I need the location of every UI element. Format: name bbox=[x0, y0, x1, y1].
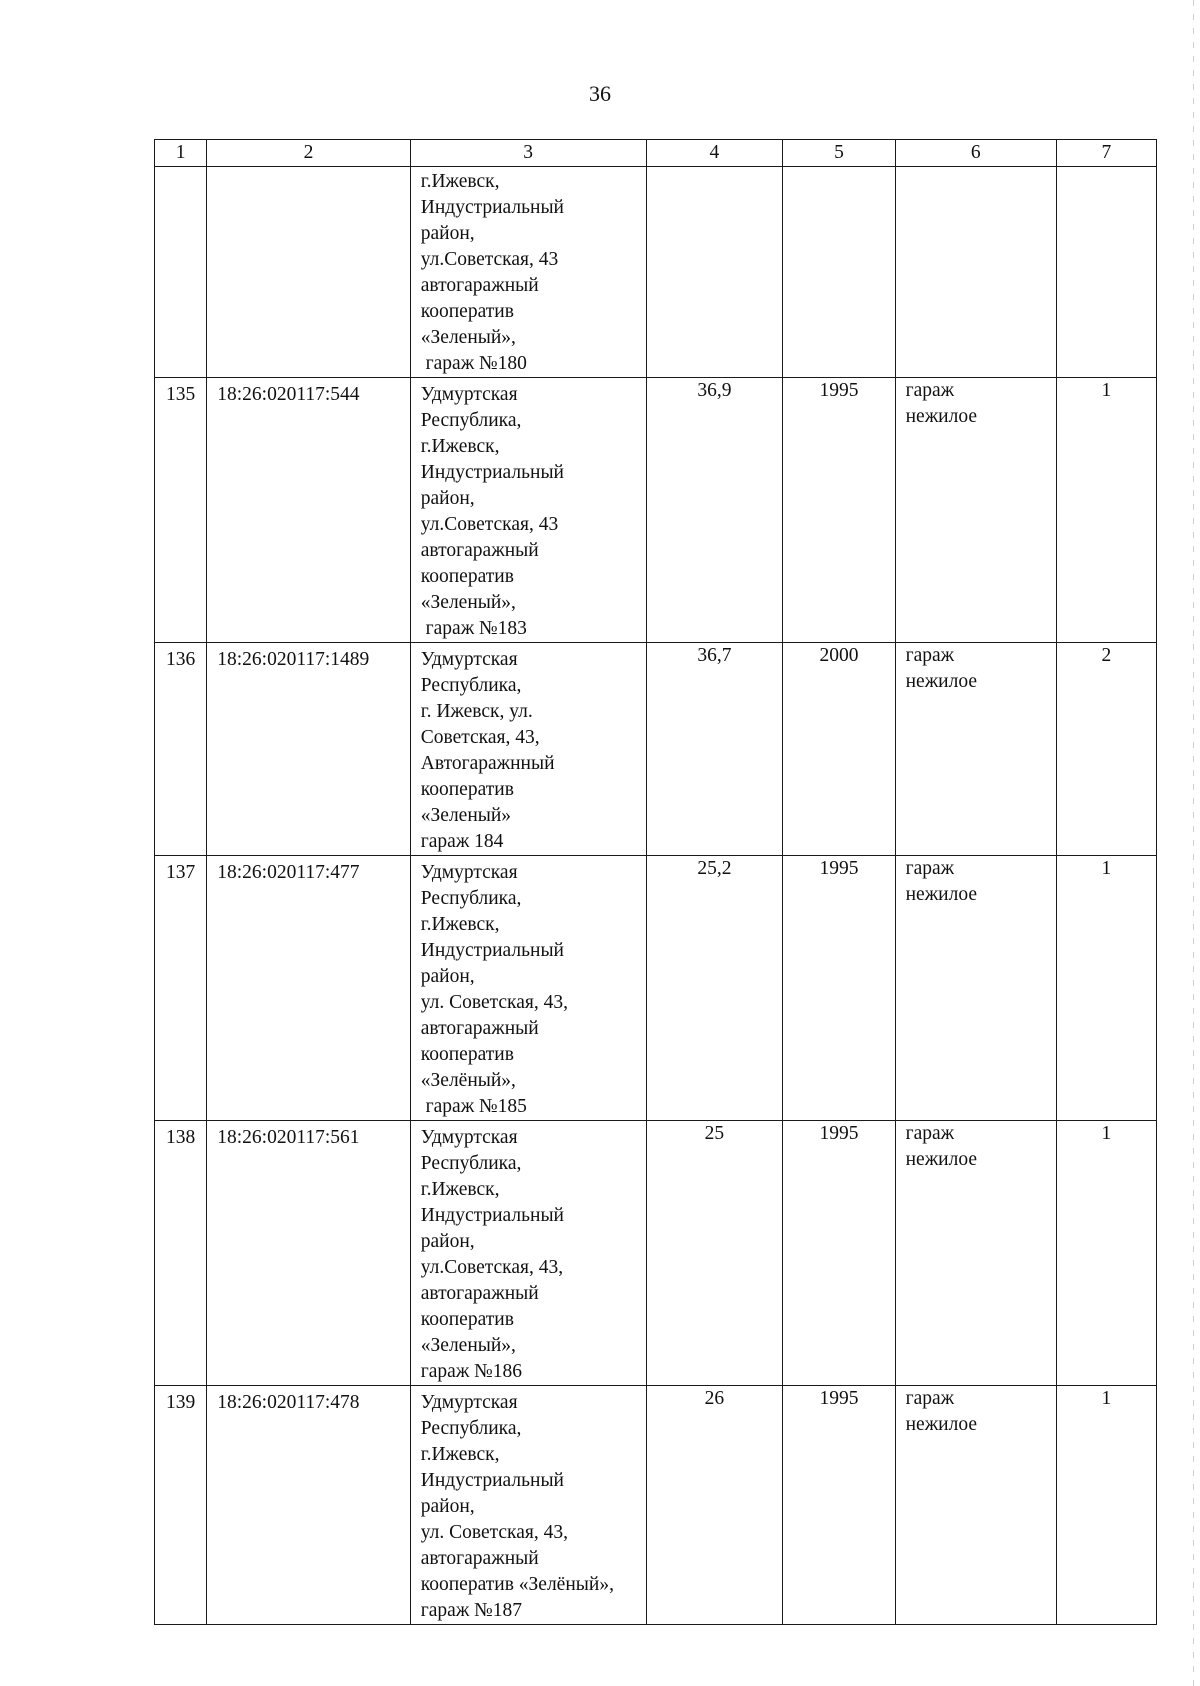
address-line: гараж №186 bbox=[420, 1361, 523, 1382]
cell-type bbox=[895, 643, 1056, 856]
address-line: Индустриальный bbox=[420, 462, 564, 483]
cell-cadastral: 18:26:020117:1489 bbox=[207, 643, 411, 856]
cell-count: 1 bbox=[1056, 856, 1156, 1121]
address-line: Удмуртская bbox=[420, 384, 518, 405]
table-row bbox=[155, 643, 1157, 856]
cell-area bbox=[646, 167, 783, 378]
cell-cadastral: 18:26:020117:478 bbox=[207, 1386, 411, 1625]
cell-cadastral bbox=[207, 167, 411, 378]
table-row bbox=[155, 1121, 1157, 1386]
address-line: г.Ижевск, bbox=[420, 436, 500, 457]
cell-year: 1995 bbox=[783, 378, 895, 643]
header-col-2: 2 bbox=[207, 140, 411, 167]
cell-area: 25 bbox=[646, 1121, 783, 1386]
cell-address bbox=[410, 856, 646, 1121]
address-line: «Зеленый», bbox=[420, 1335, 516, 1356]
address-line: гараж №185 bbox=[420, 1096, 527, 1117]
cell-address bbox=[410, 643, 646, 856]
address-line: Удмуртская bbox=[420, 649, 518, 670]
cell-count: 2 bbox=[1056, 643, 1156, 856]
header-col-6: 6 bbox=[895, 140, 1056, 167]
address-line: автогаражный bbox=[420, 1018, 539, 1039]
address-line: Автогаражнный bbox=[420, 753, 555, 774]
table-row bbox=[155, 856, 1157, 1121]
address-line: «Зеленый», bbox=[420, 327, 516, 348]
table-row-continuation bbox=[155, 167, 1157, 378]
address-line: ул.Советская, 43 bbox=[420, 514, 559, 535]
address-line: автогаражный bbox=[420, 1548, 539, 1569]
cell-year: 2000 bbox=[783, 643, 895, 856]
cell-count: 1 bbox=[1056, 1386, 1156, 1625]
address-line: Удмуртская bbox=[420, 1127, 518, 1148]
header-col-4: 4 bbox=[646, 140, 783, 167]
address-line: автогаражный bbox=[420, 275, 539, 296]
header-col-1: 1 bbox=[155, 140, 207, 167]
header-col-3: 3 bbox=[410, 140, 646, 167]
address-line: «Зелёный», bbox=[420, 1070, 516, 1091]
type-line: нежилое bbox=[905, 406, 977, 427]
table-row bbox=[155, 378, 1157, 643]
address-line: кооператив «Зелёный», bbox=[420, 1574, 614, 1595]
address-line: кооператив bbox=[420, 566, 514, 587]
type-line: гараж bbox=[905, 380, 955, 401]
address-line: г.Ижевск, bbox=[420, 1179, 500, 1200]
address-line: ул.Советская, 43, bbox=[420, 1257, 564, 1278]
address-line: Индустриальный bbox=[420, 1205, 564, 1226]
address-line: Удмуртская bbox=[420, 1392, 518, 1413]
cell-area: 36,7 bbox=[646, 643, 783, 856]
address-line: ул. Советская, 43, bbox=[420, 1522, 568, 1543]
address-line: гараж №180 bbox=[420, 353, 527, 374]
cell-num: 138 bbox=[155, 1121, 207, 1386]
cell-address bbox=[410, 378, 646, 643]
cell-address bbox=[410, 167, 646, 378]
address-line: автогаражный bbox=[420, 540, 539, 561]
cell-type bbox=[895, 378, 1056, 643]
table-header bbox=[155, 140, 1157, 167]
address-line: кооператив bbox=[420, 1309, 514, 1330]
cell-type bbox=[895, 167, 1056, 378]
address-line: «Зеленый» bbox=[420, 805, 512, 826]
cell-num: 135 bbox=[155, 378, 207, 643]
address-line: Индустриальный bbox=[420, 1470, 564, 1491]
address-line: Индустриальный bbox=[420, 197, 564, 218]
cell-type bbox=[895, 856, 1056, 1121]
address-line: «Зеленый», bbox=[420, 592, 516, 613]
address-line: район, bbox=[420, 488, 475, 509]
address-line: ул.Советская, 43 bbox=[420, 249, 559, 270]
address-line: г.Ижевск, bbox=[420, 171, 500, 192]
address-line: ул. Советская, 43, bbox=[420, 992, 568, 1013]
type-line: гараж bbox=[905, 858, 955, 879]
type-line: гараж bbox=[905, 645, 955, 666]
address-line: Республика, bbox=[420, 410, 522, 431]
cell-area: 36,9 bbox=[646, 378, 783, 643]
address-line: Республика, bbox=[420, 1153, 522, 1174]
cell-type bbox=[895, 1386, 1056, 1625]
scan-edge-artifact bbox=[1193, 0, 1194, 1686]
address-line: г.Ижевск, bbox=[420, 914, 500, 935]
cell-cadastral: 18:26:020117:561 bbox=[207, 1121, 411, 1386]
header-row bbox=[155, 140, 1157, 167]
cell-area: 26 bbox=[646, 1386, 783, 1625]
address-line: гараж №183 bbox=[420, 618, 527, 639]
type-line: нежилое bbox=[905, 884, 977, 905]
address-line: Республика, bbox=[420, 888, 522, 909]
cell-num: 137 bbox=[155, 856, 207, 1121]
address-line: гараж №187 bbox=[420, 1600, 523, 1621]
address-line: район, bbox=[420, 1496, 475, 1517]
cell-type bbox=[895, 1121, 1056, 1386]
type-line: нежилое bbox=[905, 1414, 977, 1435]
cell-count: 1 bbox=[1056, 378, 1156, 643]
cell-num bbox=[155, 167, 207, 378]
header-col-5: 5 bbox=[783, 140, 895, 167]
cell-cadastral: 18:26:020117:544 bbox=[207, 378, 411, 643]
header-col-7: 7 bbox=[1056, 140, 1156, 167]
cell-count: 1 bbox=[1056, 1121, 1156, 1386]
address-line: гараж 184 bbox=[420, 831, 504, 852]
address-line: Республика, bbox=[420, 1418, 522, 1439]
address-line: район, bbox=[420, 1231, 475, 1252]
address-line: г.Ижевск, bbox=[420, 1444, 500, 1465]
cell-year bbox=[783, 167, 895, 378]
type-line: нежилое bbox=[905, 671, 977, 692]
cell-year: 1995 bbox=[783, 1121, 895, 1386]
cell-cadastral: 18:26:020117:477 bbox=[207, 856, 411, 1121]
type-line: гараж bbox=[905, 1388, 955, 1409]
cell-num: 139 bbox=[155, 1386, 207, 1625]
cell-address bbox=[410, 1121, 646, 1386]
cell-year: 1995 bbox=[783, 1386, 895, 1625]
page-number: 36 bbox=[589, 81, 611, 106]
table-row bbox=[155, 1386, 1157, 1625]
address-line: Республика, bbox=[420, 675, 522, 696]
address-line: район, bbox=[420, 223, 475, 244]
cell-count bbox=[1056, 167, 1156, 378]
cell-address bbox=[410, 1386, 646, 1625]
address-line: кооператив bbox=[420, 779, 514, 800]
address-line: кооператив bbox=[420, 1044, 514, 1065]
address-line: автогаражный bbox=[420, 1283, 539, 1304]
address-line: г. Ижевск, ул. bbox=[420, 701, 533, 722]
table-body bbox=[155, 167, 1157, 1625]
address-line: район, bbox=[420, 966, 475, 987]
cell-num: 136 bbox=[155, 643, 207, 856]
address-line: Советская, 43, bbox=[420, 727, 540, 748]
registry-table bbox=[154, 139, 1157, 1625]
cell-area: 25,2 bbox=[646, 856, 783, 1121]
cell-year: 1995 bbox=[783, 856, 895, 1121]
address-line: кооператив bbox=[420, 301, 514, 322]
address-line: Индустриальный bbox=[420, 940, 564, 961]
type-line: гараж bbox=[905, 1123, 955, 1144]
type-line: нежилое bbox=[905, 1149, 977, 1170]
address-line: Удмуртская bbox=[420, 862, 518, 883]
